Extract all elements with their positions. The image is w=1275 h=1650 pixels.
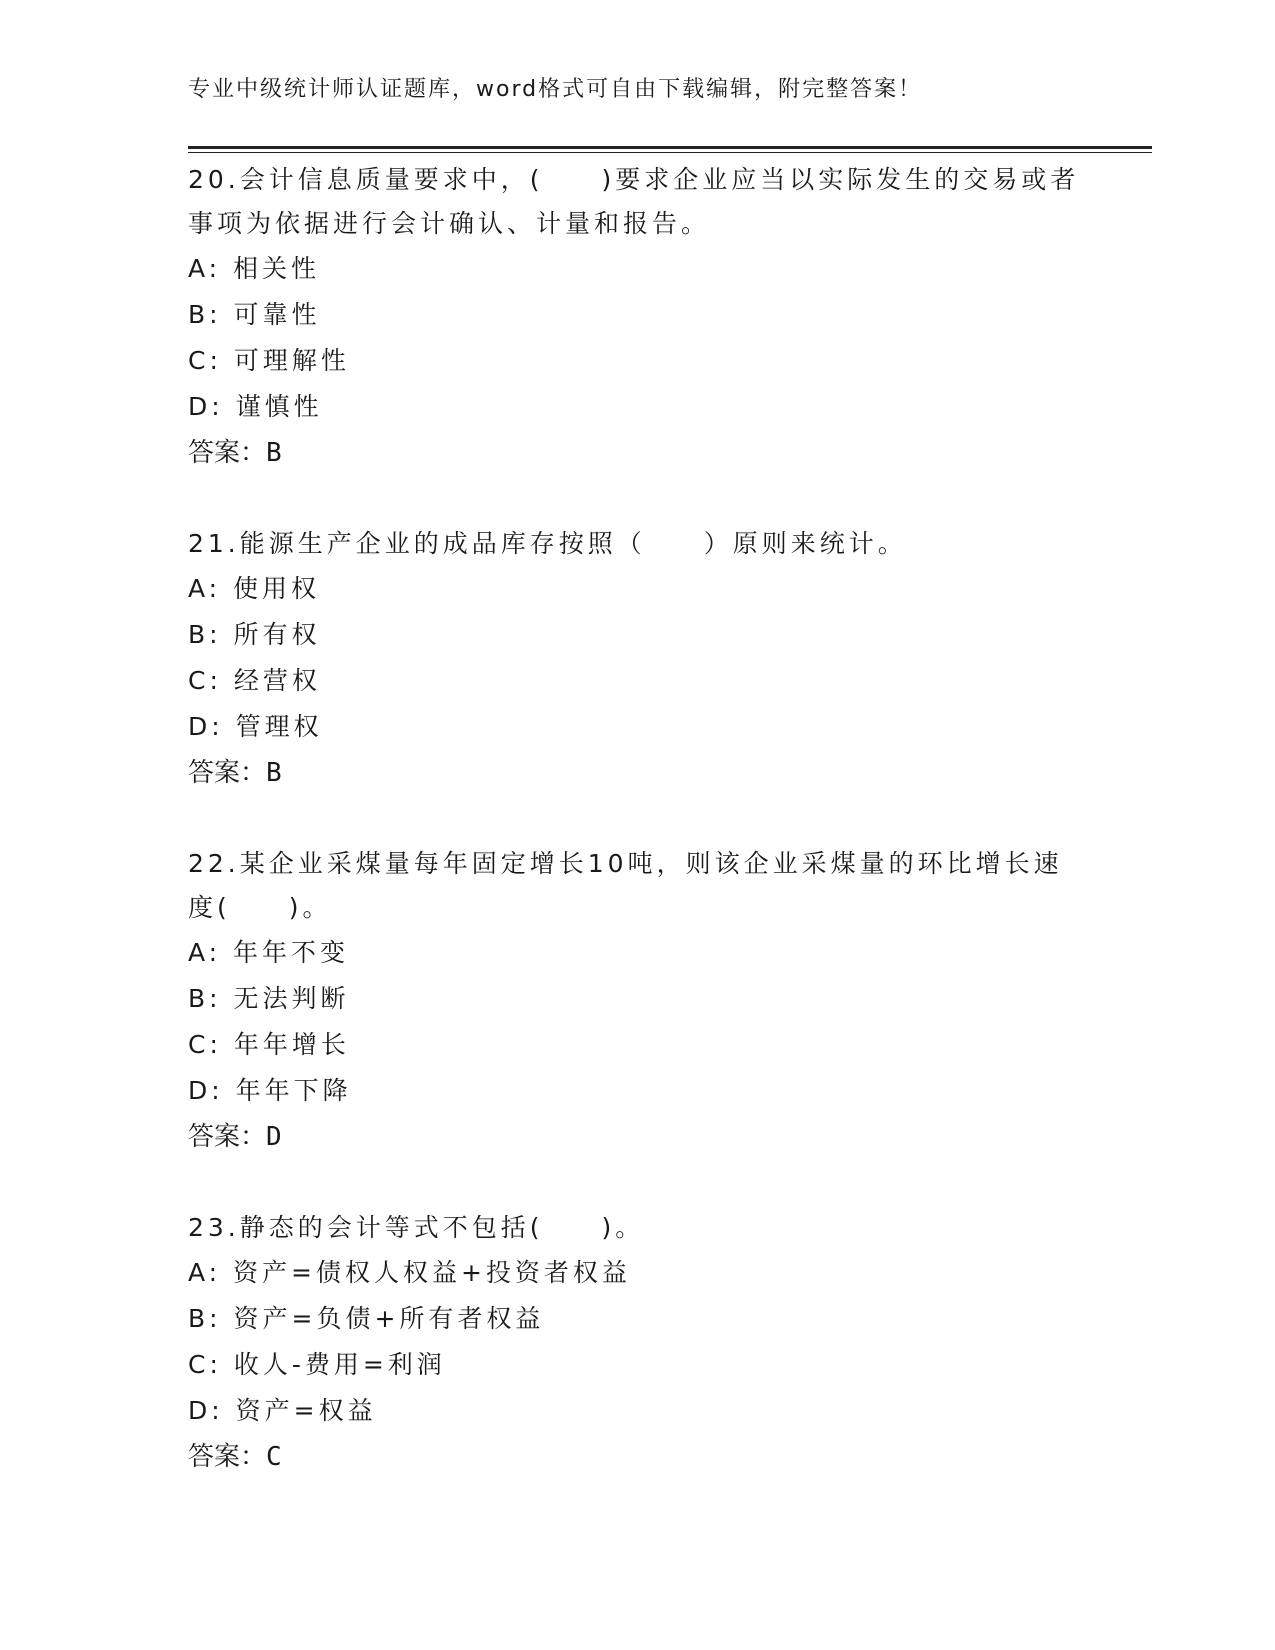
answer [188, 430, 1088, 476]
question-list [188, 158, 1088, 1480]
answer-label: 答案： [188, 1122, 267, 1152]
question-22 [188, 842, 1088, 1160]
answer-label: 答案： [188, 438, 267, 468]
option-a: A: 使用权 [188, 574, 321, 603]
question-stem: 23.静态的会计等式不包括( )。 [188, 1213, 645, 1242]
option-a: A: 资产=债权人权益+投资者权益 [188, 1258, 631, 1287]
question-stem: 度( )。 [188, 893, 332, 922]
spacer [188, 796, 1088, 842]
spacer [188, 476, 1088, 522]
answer-label: 答案： [188, 758, 267, 788]
question-stem: 22.某企业采煤量每年固定增长10吨，则该企业采煤量的环比增长速 [188, 849, 1063, 878]
option-d: D: 谨慎性 [188, 392, 323, 421]
option-c: C: 可理解性 [188, 346, 350, 375]
answer-value: B [266, 438, 282, 468]
option-b: B: 所有权 [188, 620, 321, 649]
option-a: A: 年年不变 [188, 938, 350, 967]
question-20 [188, 158, 1088, 476]
answer-label: 答案： [188, 1442, 267, 1472]
option-d: D: 管理权 [188, 712, 323, 741]
answer-value: D [266, 1122, 282, 1152]
option-b: B: 可靠性 [188, 300, 321, 329]
option-a: A: 相关性 [188, 254, 321, 283]
answer [188, 1114, 1088, 1160]
question-21 [188, 522, 1088, 796]
answer-value: B [266, 758, 282, 788]
option-b: B: 资产=负债+所有者权益 [188, 1304, 545, 1333]
answer [188, 1434, 1088, 1480]
answer [188, 750, 1088, 796]
spacer [188, 1160, 1088, 1206]
header-divider [188, 146, 1152, 153]
question-stem: 20.会计信息质量要求中，( )要求企业应当以实际发生的交易或者 [188, 165, 1080, 194]
option-b: B: 无法判断 [188, 984, 350, 1013]
option-c: C: 收人-费用=利润 [188, 1350, 446, 1379]
question-stem: 事项为依据进行会计确认、计量和报告。 [188, 209, 711, 238]
option-c: C: 经营权 [188, 666, 321, 695]
option-d: D: 年年下降 [188, 1076, 352, 1105]
question-23 [188, 1206, 1088, 1480]
option-c: C: 年年增长 [188, 1030, 350, 1059]
answer-value: C [266, 1442, 282, 1472]
page-header: 专业中级统计师认证题库，word格式可自由下载编辑，附完整答案！ [188, 77, 923, 102]
option-d: D: 资产=权益 [188, 1396, 377, 1425]
question-stem: 21.能源生产企业的成品库存按照（ ）原则来统计。 [188, 529, 907, 558]
